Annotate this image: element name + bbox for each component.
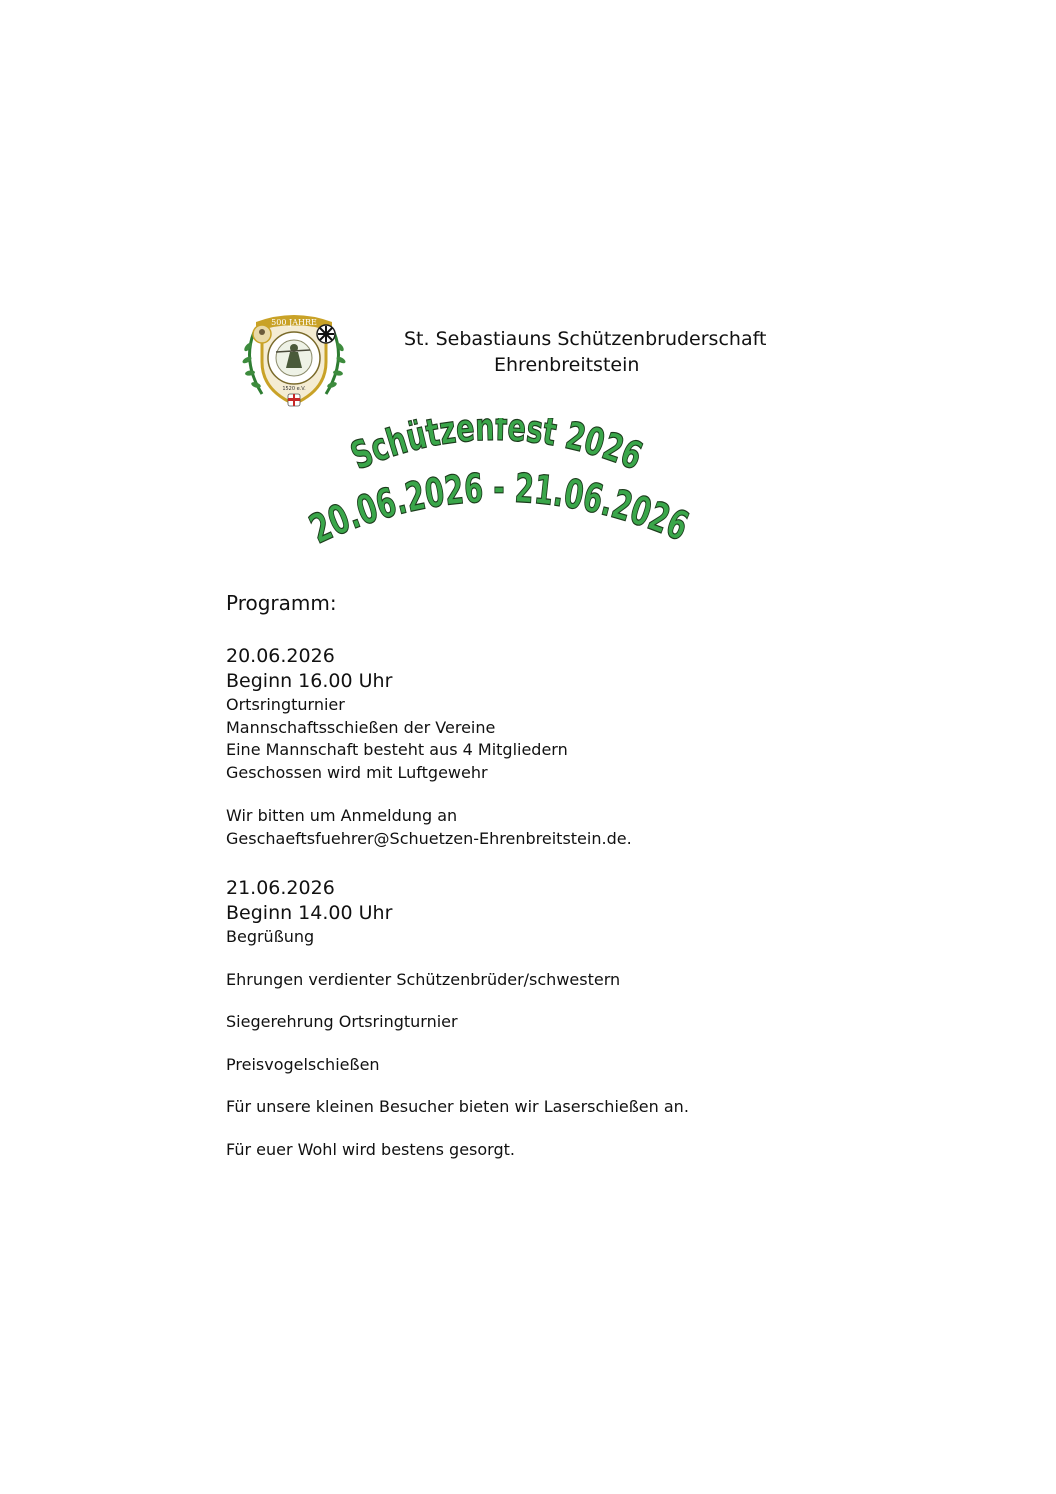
day1-item: Eine Mannschaft besteht aus 4 Mitgliedern	[226, 740, 568, 759]
day2-item: Siegerehrung Ortsringturnier	[226, 1012, 458, 1031]
program-heading: Programm:	[226, 591, 337, 615]
day2-date: 21.06.2026	[226, 877, 335, 899]
festival-title-wordart	[300, 418, 720, 563]
festival-dates: 20.06.2026 - 21.06.2026	[303, 465, 703, 554]
day2-item: Ehrungen verdienter Schützenbrüder/schwestern	[226, 969, 621, 989]
club-emblem-icon	[232, 292, 356, 416]
signup-email: Geschaeftsfuehrer@Schuetzen-Ehrenbreitstein.de.	[226, 828, 632, 848]
day1-item: Mannschaftsschießen der Vereine	[226, 717, 496, 737]
day2-item: Preisvogelschießen	[226, 1054, 380, 1074]
program-section	[226, 590, 1006, 1161]
svg-text:500 JAHRE: 500 JAHRE	[271, 318, 317, 327]
day2-item: Begrüßung	[226, 927, 315, 946]
day1-date: 20.06.2026	[226, 645, 335, 667]
club-logo	[232, 292, 356, 416]
day1-start-time: Beginn 16.00 Uhr	[226, 670, 393, 692]
day2-start-time: Beginn 14.00 Uhr	[226, 902, 393, 924]
signup-text: Wir bitten um Anmeldung an	[226, 806, 458, 825]
org-name-line1: St. Sebastiauns Schützenbruderschaft	[404, 328, 767, 350]
festival-title: Schützenfest 2026	[344, 418, 656, 482]
organization-name	[404, 326, 766, 378]
day2-item: Für euer Wohl wird bestens gesorgt.	[226, 1139, 515, 1159]
day1-item: Geschossen wird mit Luftgewehr	[226, 762, 488, 782]
day1-item: Ortsringturnier	[226, 695, 345, 714]
org-name-line2: Ehrenbreitstein	[494, 354, 640, 376]
svg-text:1520 e.V.: 1520 e.V.	[282, 386, 306, 392]
day2-item: Für unsere kleinen Besucher bieten wir Laserschießen an.	[226, 1097, 689, 1116]
